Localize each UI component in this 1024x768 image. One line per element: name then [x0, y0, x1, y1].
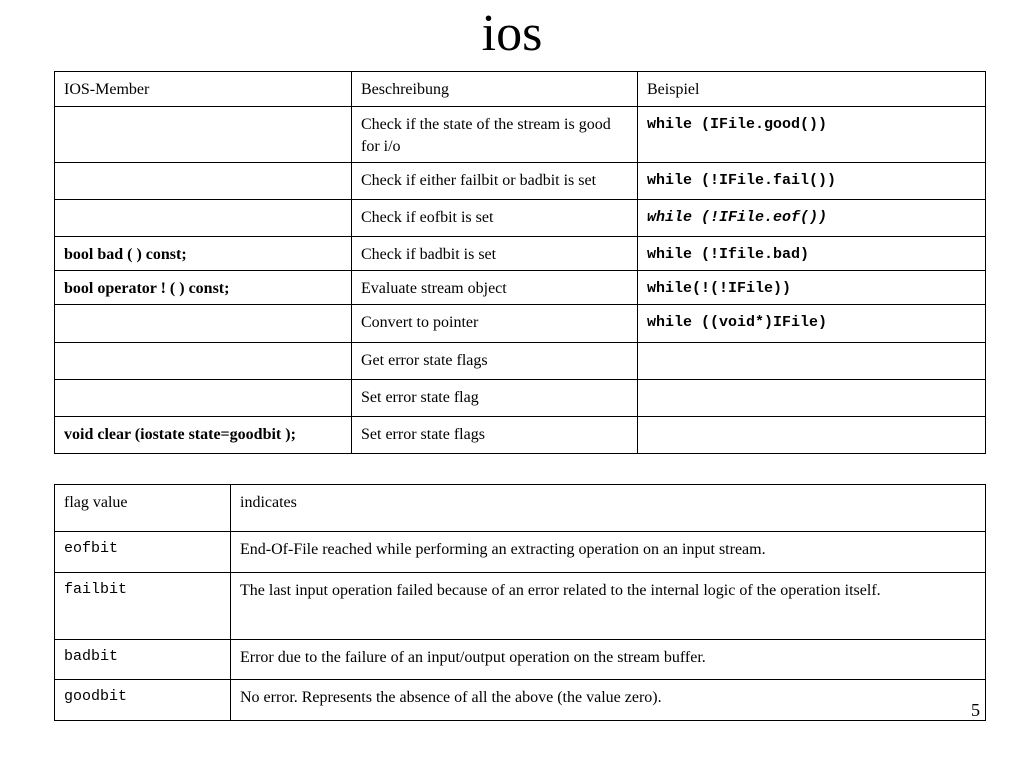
- member-cell: [55, 107, 352, 163]
- ios-members-table: [54, 71, 986, 454]
- description-cell: Check if the state of the stream is good for i/o: [352, 107, 638, 163]
- member-cell: [55, 343, 352, 380]
- description-cell: Convert to pointer: [352, 305, 638, 343]
- page-number: 5: [971, 700, 980, 720]
- member-cell: [55, 305, 352, 343]
- header-beschreibung: Beschreibung: [352, 72, 638, 107]
- example-cell: [638, 417, 986, 454]
- table-row: [55, 343, 986, 380]
- description-cell: Set error state flag: [352, 380, 638, 417]
- member-cell: void clear (iostate state=goodbit );: [55, 417, 352, 454]
- member-cell: bool operator ! ( ) const;: [55, 271, 352, 305]
- description-cell: Get error state flags: [352, 343, 638, 380]
- description-cell: Check if badbit is set: [352, 237, 638, 271]
- example-cell: [638, 343, 986, 380]
- meaning-cell: End-Of-File reached while performing an extracting operation on an input stream.: [231, 532, 986, 573]
- description-cell: Check if either failbit or badbit is set: [352, 163, 638, 200]
- example-cell: while (!IFile.fail()): [638, 163, 986, 200]
- table-row: [55, 532, 986, 573]
- flag-cell: badbit: [55, 640, 231, 680]
- table-row: [55, 680, 986, 721]
- example-cell: while (!IFile.eof()): [638, 200, 986, 237]
- example-cell: while ((void*)IFile): [638, 305, 986, 343]
- table-row: [55, 573, 986, 640]
- description-cell: Check if eofbit is set: [352, 200, 638, 237]
- meaning-cell: No error. Represents the absence of all the above (the value zero).: [231, 680, 986, 721]
- member-cell: bool bad ( ) const;: [55, 237, 352, 271]
- member-cell: [55, 380, 352, 417]
- member-cell: [55, 163, 352, 200]
- flag-cell: failbit: [55, 573, 231, 640]
- table-row: [55, 163, 986, 200]
- example-cell: while (!Ifile.bad): [638, 237, 986, 271]
- example-cell: [638, 380, 986, 417]
- table-row: [55, 380, 986, 417]
- description-cell: Evaluate stream object: [352, 271, 638, 305]
- table-row: [55, 271, 986, 305]
- example-cell: while(!(!IFile)): [638, 271, 986, 305]
- header-indicates: indicates: [231, 485, 986, 532]
- meaning-cell: The last input operation failed because of an error related to the internal logic of the operation itself.: [231, 573, 986, 640]
- table-row: [55, 200, 986, 237]
- flag-cell: eofbit: [55, 532, 231, 573]
- member-cell: [55, 200, 352, 237]
- flags-table: [54, 484, 986, 721]
- meaning-cell: Error due to the failure of an input/output operation on the stream buffer.: [231, 640, 986, 680]
- table-row: [55, 107, 986, 163]
- table-row: [55, 237, 986, 271]
- page-title: ios: [481, 5, 543, 62]
- header-beispiel: Beispiel: [638, 72, 986, 107]
- table-header-row: [55, 485, 986, 532]
- table-header-row: [55, 72, 986, 107]
- flag-cell: goodbit: [55, 680, 231, 721]
- table-row: [55, 417, 986, 454]
- table-row: [55, 305, 986, 343]
- header-flag-value: flag value: [55, 485, 231, 532]
- example-cell: while (IFile.good()): [638, 107, 986, 163]
- description-cell: Set error state flags: [352, 417, 638, 454]
- table-row: [55, 640, 986, 680]
- header-ios-member: IOS-Member: [55, 72, 352, 107]
